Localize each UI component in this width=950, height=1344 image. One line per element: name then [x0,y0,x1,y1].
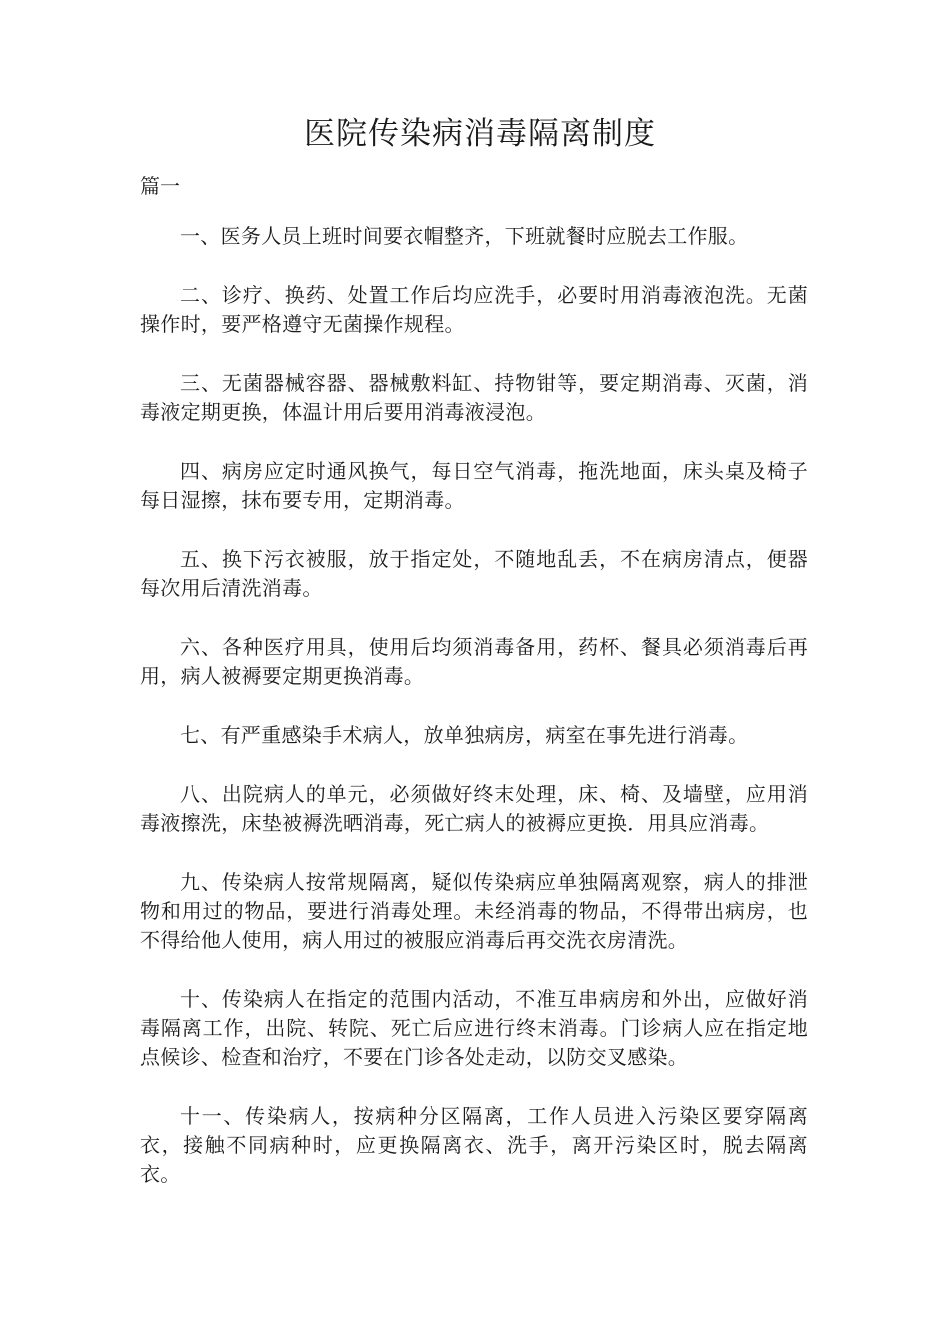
paragraph-4: 四、病房应定时通风换气，每日空气消毒，拖洗地面，床头桌及椅子每日湿擦，抹布要专用，定期消毒。 [140,459,808,512]
document-title: 医院传染病消毒隔离制度 [304,116,656,152]
paragraph-8: 八、出院病人的单元，必须做好终末处理，床、椅、及墙壁，应用消毒液擦洗，床垫被褥洗晒消毒，死亡病人的被褥应更换．用具应消毒。 [140,782,808,835]
paragraph-1: 一、医务人员上班时间要衣帽整齐，下班就餐时应脱去工作服。 [180,224,749,248]
paragraph-11: 十一、传染病人，按病种分区隔离，工作人员进入污染区要穿隔离衣，接触不同病种时，应更换隔离衣、洗手，离开污染区时，脱去隔离衣。 [140,1104,808,1186]
paragraph-6: 六、各种医疗用具，使用后均须消毒备用，药杯、餐具必须消毒后再用，病人被褥要定期更换消毒。 [140,635,808,688]
paragraph-2: 二、诊疗、换药、处置工作后均应洗手，必要时用消毒液泡洗。无菌操作时，要严格遵守无菌操作规程。 [140,283,808,336]
paragraph-9: 九、传染病人按常规隔离，疑似传染病应单独隔离观察，病人的排泄物和用过的物品，要进行消毒处理。未经消毒的物品，不得带出病房，也不得给他人使用，病人用过的被服应消毒后再交洗衣房清洗。 [140,870,808,952]
paragraph-3: 三、无菌器械容器、器械敷料缸、持物钳等，要定期消毒、灭菌，消毒液定期更换，体温计用后要用消毒液浸泡。 [140,371,808,424]
paragraph-10: 十、传染病人在指定的范围内活动，不准互串病房和外出，应做好消毒隔离工作，出院、转院、死亡后应进行终末消毒。门诊病人应在指定地点候诊、检查和治疗，不要在门诊各处走动，以防交叉感染。 [140,987,808,1069]
paragraph-5: 五、换下污衣被服，放于指定处，不随地乱丢，不在病房清点，便器每次用后清洗消毒。 [140,547,808,600]
section-label: 篇一 [140,174,180,198]
document-body [140,222,808,1219]
paragraph-7: 七、有严重感染手术病人，放单独病房，病室在事先进行消毒。 [180,723,749,747]
